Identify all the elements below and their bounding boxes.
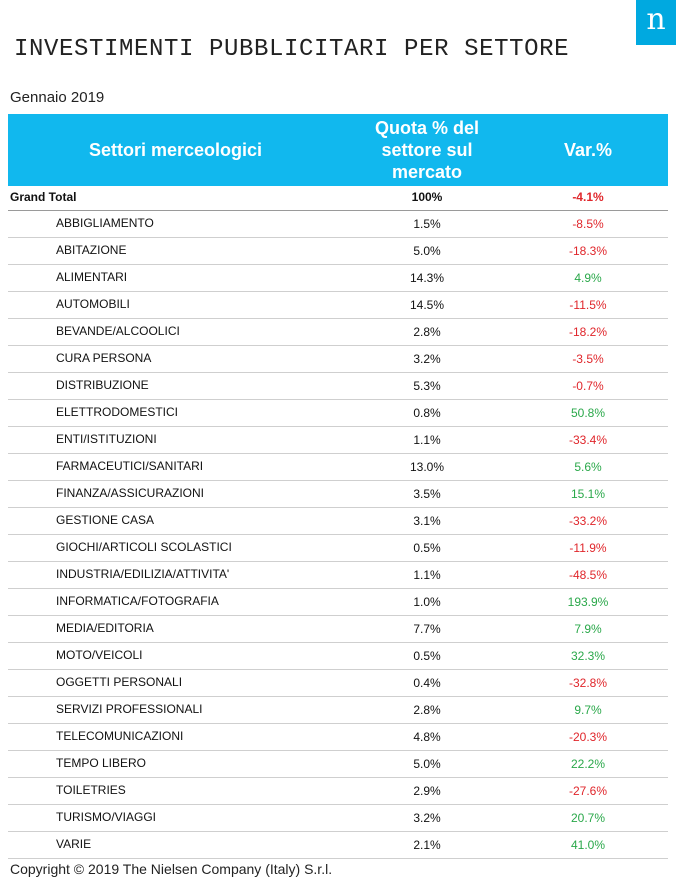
sector-name: ABBIGLIAMENTO	[56, 216, 154, 230]
sector-variation: 9.7%	[574, 703, 602, 717]
sector-variation: -0.7%	[572, 379, 604, 393]
sector-name: INFORMATICA/FOTOGRAFIA	[56, 594, 219, 608]
sector-name: GESTIONE CASA	[56, 513, 155, 527]
table-row	[8, 238, 668, 265]
sector-share: 1.1%	[413, 568, 441, 582]
sector-name: INDUSTRIA/EDILIZIA/ATTIVITA'	[56, 567, 230, 581]
sector-name: ENTI/ISTITUZIONI	[56, 432, 157, 446]
sector-share: 3.2%	[413, 352, 441, 366]
table-row	[8, 400, 668, 427]
table-row	[8, 319, 668, 346]
sector-variation: -27.6%	[568, 784, 608, 798]
sector-name: TOILETRIES	[56, 783, 126, 797]
table-row	[8, 373, 668, 400]
sector-variation: -11.5%	[569, 298, 607, 312]
sector-name: AUTOMOBILI	[56, 297, 130, 311]
sector-name: ALIMENTARI	[56, 270, 128, 284]
table-row	[8, 805, 668, 832]
table-header	[8, 114, 668, 186]
sector-name: ELETTRODOMESTICI	[56, 405, 179, 419]
sector-share: 1.0%	[413, 595, 441, 609]
sector-name: SERVIZI PROFESSIONALI	[56, 702, 203, 716]
column-header-sector: Settori merceologici	[88, 139, 263, 160]
table-row-grand-total	[8, 186, 668, 211]
sector-name: TEMPO LIBERO	[56, 756, 147, 770]
table-row	[8, 670, 668, 697]
sector-share: 2.1%	[413, 838, 441, 852]
table-row	[8, 697, 668, 724]
sector-share: 14.3%	[409, 271, 445, 285]
sector-share: 1.1%	[413, 433, 441, 447]
sector-share: 2.9%	[413, 784, 441, 798]
column-header-variation: Var.%	[563, 139, 613, 160]
sector-variation: -8.5%	[572, 217, 604, 231]
table-row	[8, 832, 668, 859]
table-row	[8, 778, 668, 805]
sector-share: 2.8%	[413, 325, 441, 339]
sector-rows	[8, 211, 668, 859]
sector-name: ABITAZIONE	[56, 243, 127, 257]
report-period: Gennaio 2019	[10, 89, 105, 106]
sector-variation: -33.2%	[568, 514, 608, 528]
sector-share: 13.0%	[409, 460, 445, 474]
sector-variation: 50.8%	[570, 406, 606, 420]
sector-name: TURISMO/VIAGGI	[56, 810, 157, 824]
sector-share: 5.3%	[413, 379, 441, 393]
sector-name: GIOCHI/ARTICOLI SCOLASTICI	[56, 540, 232, 554]
sector-variation: -33.4%	[568, 433, 608, 447]
sector-share: 3.1%	[413, 514, 441, 528]
sector-variation: -18.2%	[568, 325, 608, 339]
table-row	[8, 616, 668, 643]
sector-name: TELECOMUNICAZIONI	[56, 729, 184, 743]
sector-share: 0.8%	[413, 406, 441, 420]
sector-variation: -18.3%	[568, 244, 608, 258]
sector-share: 1.5%	[413, 217, 441, 231]
table-row	[8, 454, 668, 481]
table-row	[8, 211, 668, 238]
sector-variation: -32.8%	[568, 676, 608, 690]
table-body	[8, 186, 668, 859]
page-title: INVESTIMENTI PUBBLICITARI PER SETTORE	[14, 36, 570, 63]
sector-variation: 193.9%	[567, 595, 609, 609]
sector-share: 4.8%	[413, 730, 441, 744]
table-row	[8, 508, 668, 535]
sector-variation: 15.1%	[570, 487, 606, 501]
table-row	[8, 751, 668, 778]
grand-total-label: Grand Total	[10, 190, 77, 204]
sector-share: 14.5%	[409, 298, 445, 312]
sector-share: 3.2%	[413, 811, 441, 825]
table-row	[8, 535, 668, 562]
sector-share: 3.5%	[413, 487, 441, 501]
sector-name: FARMACEUTICI/SANITARI	[56, 459, 204, 473]
column-header-share	[344, 114, 510, 186]
sector-name: VARIE	[56, 837, 92, 851]
table-row	[8, 589, 668, 616]
sector-share: 0.4%	[413, 676, 441, 690]
sector-name: MOTO/VEICOLI	[56, 648, 143, 662]
sector-name: CURA PERSONA	[56, 351, 152, 365]
sector-name: FINANZA/ASSICURAZIONI	[56, 486, 205, 500]
sector-variation: 4.9%	[574, 271, 602, 285]
sector-variation: 32.3%	[570, 649, 606, 663]
table-row	[8, 724, 668, 751]
table-row	[8, 265, 668, 292]
sector-share: 0.5%	[413, 649, 441, 663]
grand-total-variation: -4.1%	[572, 190, 604, 204]
sector-variation: -48.5%	[568, 568, 608, 582]
sector-variation: -11.9%	[569, 541, 607, 555]
grand-total-share: 100%	[411, 190, 443, 204]
table-row	[8, 562, 668, 589]
copyright-notice: Copyright © 2019 The Nielsen Company (Italy) S.r.l.	[10, 861, 333, 877]
sector-variation: 5.6%	[574, 460, 602, 474]
sector-share: 5.0%	[413, 757, 441, 771]
table-row	[8, 346, 668, 373]
sector-name: OGGETTI PERSONALI	[56, 675, 183, 689]
sector-name: DISTRIBUZIONE	[56, 378, 149, 392]
nielsen-logo: n	[636, 0, 676, 45]
table-row	[8, 292, 668, 319]
sector-variation: -20.3%	[568, 730, 608, 744]
sector-variation: 20.7%	[570, 811, 606, 825]
table-row	[8, 481, 668, 508]
table-row	[8, 427, 668, 454]
sector-variation: 22.2%	[570, 757, 606, 771]
sector-name: BEVANDE/ALCOOLICI	[56, 324, 180, 338]
sector-variation: 41.0%	[570, 838, 606, 852]
sector-share: 5.0%	[413, 244, 441, 258]
sector-share: 7.7%	[413, 622, 441, 636]
sector-name: MEDIA/EDITORIA	[56, 621, 154, 635]
sector-variation: -3.5%	[572, 352, 604, 366]
sector-variation: 7.9%	[574, 622, 602, 636]
sector-share: 0.5%	[413, 541, 441, 555]
sector-share: 2.8%	[413, 703, 441, 717]
table-row	[8, 643, 668, 670]
column-header-share-label: Quota % del settore sul mercato	[374, 118, 479, 182]
